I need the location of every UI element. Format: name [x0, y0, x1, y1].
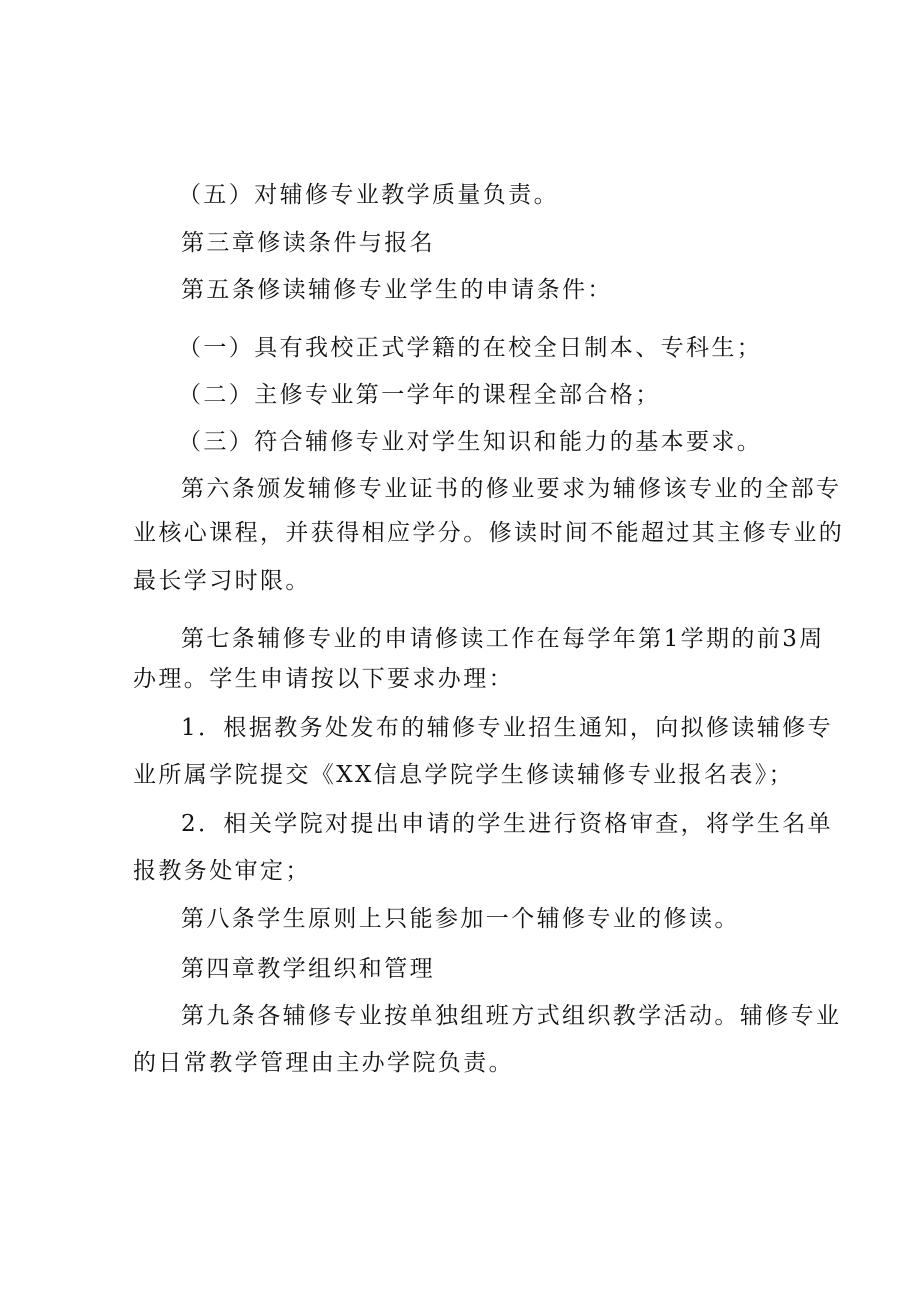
step-2-line-2: 报教务处审定；	[133, 858, 311, 884]
clause-item-5: （五）对辅修专业教学质量负责。	[178, 182, 559, 208]
article-9-line-1: 第九条各辅修专业按单独组班方式组织教学活动。辅修专业	[181, 1003, 842, 1029]
article-5-heading: 第五条修读辅修专业学生的申请条件：	[181, 277, 613, 303]
article-7-line-1: 第七条辅修专业的申请修读工作在每学年第1学期的前3周	[181, 626, 825, 652]
chapter-heading-4: 第四章教学组织和管理	[181, 956, 435, 982]
step-1-line-2: 业所属学院提交《XX信息学院学生修读辅修专业报名表》；	[133, 762, 795, 788]
article-7-line-2: 办理。学生申请按以下要求办理：	[133, 666, 514, 692]
article-8: 第八条学生原则上只能参加一个辅修专业的修读。	[181, 906, 740, 932]
step-1-line-1: 1．根据教务处发布的辅修专业招生通知，向拟修读辅修专	[181, 715, 834, 741]
condition-item-1: （一）具有我校正式学籍的在校全日制本、专科生；	[178, 335, 763, 361]
article-6-line-2: 业核心课程，并获得相应学分。修读时间不能超过其主修专业的	[133, 520, 845, 546]
article-9-line-2: 的日常教学管理由主办学院负责。	[133, 1050, 514, 1076]
article-6-line-1: 第六条颁发辅修专业证书的修业要求为辅修该专业的全部专	[181, 476, 842, 502]
chapter-heading-3: 第三章修读条件与报名	[181, 230, 435, 256]
condition-item-2: （二）主修专业第一学年的课程全部合格；	[178, 382, 661, 408]
condition-item-3: （三）符合辅修专业对学生知识和能力的基本要求。	[178, 429, 763, 455]
article-6-line-3: 最长学习时限。	[133, 568, 311, 594]
step-2-line-1: 2．相关学院对提出申请的学生进行资格审查，将学生名单	[181, 811, 834, 837]
